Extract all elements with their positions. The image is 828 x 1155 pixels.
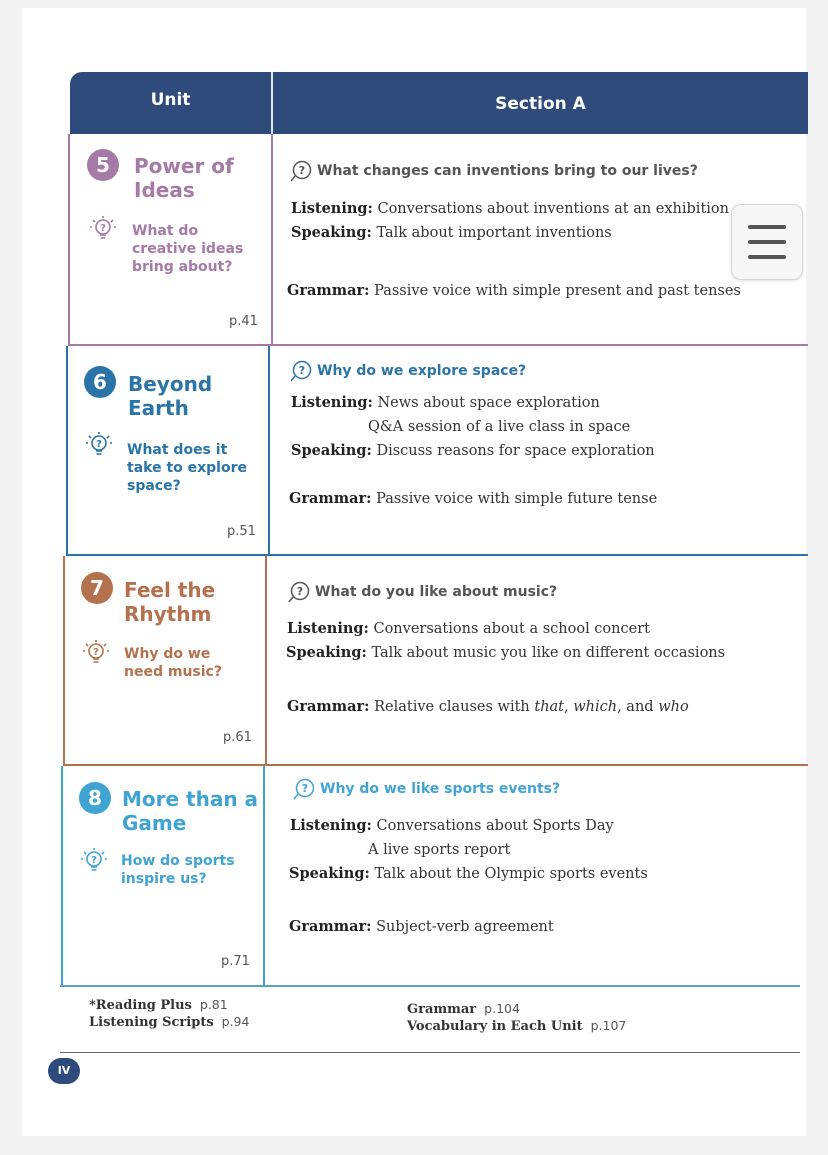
question-bubble-icon [289, 160, 313, 182]
footer-page: p.94 [221, 1014, 250, 1029]
speaking-label: Speaking: [291, 442, 372, 459]
svg-text:?: ? [100, 223, 106, 234]
row-divider [271, 134, 273, 346]
unit-essential-question [121, 852, 235, 888]
row-divider [268, 346, 270, 556]
row-divider [263, 766, 265, 986]
question-bubble-icon [289, 360, 313, 382]
speaking-label: Speaking: [289, 865, 370, 882]
unit-page-ref: p.71 [221, 954, 250, 969]
section-question [292, 778, 560, 800]
speaking-label: Speaking: [286, 644, 367, 661]
speaking-line [286, 644, 725, 661]
section-question-text: Why do we like sports events? [320, 781, 561, 797]
question-bubble-icon [292, 778, 316, 800]
listening-label: Listening: [291, 394, 373, 411]
question-bubble-icon [287, 581, 311, 603]
listening-label: Listening: [287, 620, 369, 637]
unit-row-8 [0, 766, 808, 986]
svg-text:?: ? [301, 782, 309, 795]
question-line: Why do we [124, 646, 211, 662]
unit-page-ref: p.41 [229, 314, 258, 329]
table-header [70, 72, 808, 134]
unit-row-5 [0, 134, 808, 346]
svg-text:?: ? [296, 585, 304, 598]
section-question-text: What do you like about music? [315, 584, 558, 600]
grammar-line [287, 282, 741, 299]
svg-text:?: ? [91, 855, 97, 866]
section-a-column-header: Section A [495, 94, 586, 114]
listening-line [291, 200, 729, 217]
hamburger-menu-icon [748, 240, 786, 244]
speaking-text: Talk about music you like on different occasions [371, 645, 726, 661]
grammar-text: Passive voice with simple present and past tenses [374, 283, 741, 299]
hamburger-menu-button[interactable] [731, 204, 803, 280]
unit-number-badge: 7 [81, 572, 113, 604]
question-line: need music? [124, 664, 222, 680]
grammar-label: Grammar: [289, 918, 372, 935]
speaking-text: Talk about the Olympic sports events [374, 866, 648, 882]
unit-title-line1: More than a [122, 787, 259, 811]
footer-listening-scripts[interactable] [89, 1014, 249, 1030]
footer-page: p.104 [484, 1001, 520, 1016]
question-line: take to explore [127, 460, 247, 476]
question-line: bring about? [132, 259, 233, 275]
question-line: space? [127, 478, 181, 494]
footer-page: p.107 [590, 1018, 627, 1033]
unit-title-line2: Rhythm [124, 602, 212, 626]
unit-row-7 [0, 556, 808, 766]
unit-row-6 [0, 346, 808, 556]
unit-number-badge: 5 [87, 149, 119, 181]
listening-line-2: A live sports report [368, 842, 511, 858]
unit-title-line2: Earth [128, 396, 189, 420]
page-number: IV [48, 1058, 80, 1084]
lightbulb-question-icon [79, 846, 109, 876]
grammar-label: Grammar: [287, 698, 370, 715]
unit-essential-question [124, 645, 222, 681]
unit-title [134, 154, 234, 202]
grammar-term: which [573, 699, 618, 715]
footer-bottom-rule [60, 1052, 800, 1053]
speaking-line [289, 865, 648, 882]
footer-divider [60, 985, 800, 987]
row-divider [265, 556, 267, 766]
listening-label: Listening: [291, 200, 373, 217]
footer-page: p.81 [199, 997, 228, 1012]
unit-essential-question [127, 441, 247, 495]
question-line: inspire us? [121, 871, 207, 887]
unit-column-header: Unit [150, 90, 191, 110]
svg-text:?: ? [298, 364, 306, 377]
footer-grammar[interactable] [407, 1001, 520, 1017]
speaking-text: Discuss reasons for space exploration [376, 443, 655, 459]
row-left-border [68, 134, 70, 346]
grammar-text: Relative clauses with [374, 699, 535, 715]
svg-text:?: ? [96, 439, 102, 450]
hamburger-menu-icon [748, 225, 786, 229]
unit-page-ref: p.51 [227, 524, 256, 539]
listening-label: Listening: [290, 817, 372, 834]
grammar-term: that [534, 699, 565, 715]
grammar-text: Subject-verb agreement [376, 919, 554, 935]
unit-title-line1: Power of [134, 154, 234, 178]
speaking-line [291, 224, 612, 241]
footer-reading-plus[interactable] [89, 997, 228, 1013]
svg-text:?: ? [93, 647, 99, 658]
svg-text:?: ? [298, 164, 306, 177]
footer-label: *Reading Plus [89, 998, 192, 1013]
question-line: How do sports [121, 853, 235, 869]
grammar-line [289, 490, 657, 507]
grammar-label: Grammar: [289, 490, 372, 507]
lightbulb-question-icon [84, 430, 114, 460]
grammar-label: Grammar: [287, 282, 370, 299]
speaking-label: Speaking: [291, 224, 372, 241]
unit-title [122, 787, 258, 835]
grammar-separator: , [564, 699, 574, 715]
section-question [289, 360, 526, 382]
unit-title-line1: Feel the [124, 578, 216, 602]
grammar-term: who [658, 699, 689, 715]
section-question-text: What changes can inventions bring to our lives? [317, 163, 698, 179]
question-line: What do [132, 223, 199, 239]
unit-title-line2: Ideas [134, 178, 195, 202]
unit-title-line2: Game [122, 811, 187, 835]
listening-text: Conversations about Sports Day [376, 818, 614, 834]
speaking-line [291, 442, 655, 459]
listening-text: News about space exploration [377, 395, 600, 411]
hamburger-menu-icon [748, 255, 786, 259]
listening-line [290, 817, 614, 834]
unit-title-line1: Beyond [128, 372, 213, 396]
unit-number-badge: 6 [84, 366, 116, 398]
speaking-text: Talk about important inventions [376, 225, 612, 241]
lightbulb-question-icon [81, 638, 111, 668]
footer-label: Vocabulary in Each Unit [407, 1019, 583, 1034]
grammar-text: Passive voice with simple future tense [376, 491, 658, 507]
section-question-text: Why do we explore space? [317, 363, 527, 379]
lightbulb-question-icon [88, 214, 118, 244]
grammar-separator: , and [617, 699, 659, 715]
question-line: What does it [127, 442, 228, 458]
footer-vocabulary[interactable] [407, 1018, 626, 1034]
listening-line-2: Q&A session of a live class in space [368, 419, 631, 435]
grammar-line [289, 918, 554, 935]
listening-line [287, 620, 650, 637]
listening-text: Conversations about inventions at an exhibition [377, 201, 729, 217]
row-left-border [66, 346, 68, 556]
row-left-border [61, 766, 63, 986]
unit-title [124, 578, 215, 626]
section-question [289, 160, 698, 182]
grammar-line [287, 698, 689, 715]
unit-number-badge: 8 [79, 782, 111, 814]
footer-label: Grammar [407, 1002, 477, 1017]
row-left-border [63, 556, 65, 766]
listening-line [291, 394, 600, 411]
section-question [287, 581, 557, 603]
listening-text: Conversations about a school concert [373, 621, 650, 637]
unit-essential-question [132, 222, 243, 276]
unit-title [128, 372, 212, 420]
footer-label: Listening Scripts [89, 1015, 214, 1030]
question-line: creative ideas [132, 241, 244, 257]
unit-page-ref: p.61 [223, 730, 252, 745]
